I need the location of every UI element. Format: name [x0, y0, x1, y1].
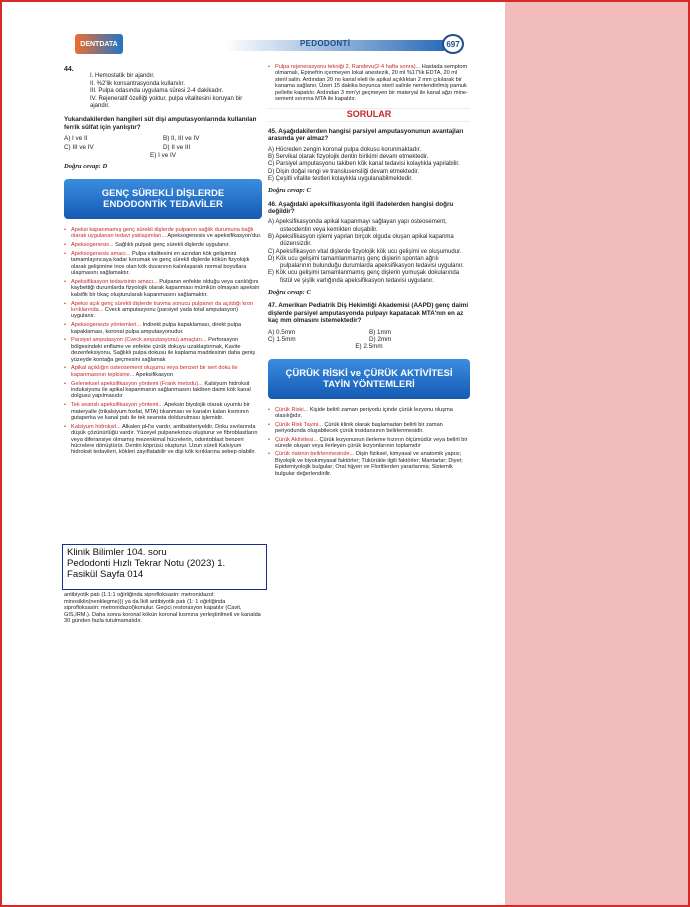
options	[268, 329, 470, 351]
answer: Doğru cevap: C	[268, 187, 311, 195]
questions-heading: SORULAR	[268, 108, 470, 121]
option: C) Parsiyel amputasyonu takiben kök kanal tedavisi kolaylıkla yapılabilir.	[268, 161, 460, 168]
option: D) II ve III	[163, 143, 191, 151]
option: B) 1mm	[369, 328, 392, 336]
option: D) 2mm	[369, 336, 392, 344]
list-item: • Çürük Aktivitesi... Çürük lezyonunun ilerleme hızının ölçümüdür veya belirli bir sürede oluşan veya ilerleyen çürük lezyonlarının toplamıdır	[268, 437, 470, 450]
brand-logo: DENTDATA	[75, 34, 123, 54]
option: A) 0.5mm	[268, 328, 296, 336]
option: E) Çeşitli vitalite testleri kolaylıkla uygulanabilmektedir.	[268, 175, 413, 182]
option: C) Apeksifikasyon vital dişlerde fizyolojik kök ucu gelişimi ve oluşumudur.	[268, 248, 462, 255]
list-item: • Çürük Riski... Kişide belirli zaman periyodu içinde çürük lezyonu oluşma olasılığıdır.	[268, 407, 470, 420]
option: E) Kök ucu gelişimi tamamlanmamış genç dişlerin yumuşak dokularında fistül ve şişlik varlığında apeksifikasyon tedavisi uygulanır.	[268, 270, 460, 284]
side-panel	[505, 2, 688, 905]
question-44	[64, 66, 262, 171]
question-number: 44.	[64, 66, 74, 73]
list-item: • Çürük Risk Tayini... Çürük klinik olarak başlamadan belirli bir zaman periyodunda oluşabilecek çürük insidansının belirlenmesidir.	[268, 422, 470, 435]
note-line: Klinik Bilimler 104. soru	[67, 547, 167, 558]
bullet-list	[268, 407, 470, 477]
question-text: 46. Aşağıdaki apeksifikasyonla ilgili ifadelerden hangisi doğru değildir?	[268, 200, 454, 215]
answer: Doğru cevap: D	[64, 163, 108, 171]
option: B) Servikal olarak fizyolojik dentin birikimi devam etmektedir.	[268, 153, 429, 160]
statement: I. Hemostatik bir ajandır.	[90, 73, 155, 80]
section-banner: GENÇ SÜREKLİ DİŞLERDE ENDODONTİK TEDAVİLER	[64, 179, 262, 219]
right-column	[268, 64, 470, 479]
option: A) I ve II	[64, 135, 88, 143]
options	[64, 135, 262, 159]
question-text: Yukarıdakilerden hangileri süt dişi amputasyonlarında kullanılan ferrik sülfat için yanlıştır?	[64, 116, 257, 131]
list-item: • Tek seanslı apeksifikasyon yöntemi... Apeksin biyolojik olarak uyumlu bir materyalle (trikalsiyum fosfat, MTA) tıkanması ve kanalın kalan kısmının gutaperka ve kanal patı ile tek seansta doldurulması işlemidir.	[64, 402, 262, 421]
question-46	[268, 201, 470, 297]
option: D) Dişin doğal rengi ve translusensliği devam etmektedir.	[268, 168, 420, 175]
option: B) II, III ve IV	[163, 135, 200, 143]
section-banner: ÇÜRÜK RİSKİ ve ÇÜRÜK AKTİVİTESİ TAYİN YÖNTEMLERİ	[268, 359, 470, 399]
list-item: • Kalsiyum hidroksit... Alkalen pH'sı vardır, antibakteriyeldir. Doku sıvılarında düşük çözünürlüğü vardır. Yüzeyel pulpanekrozu oluşturur ve fibroblastların veya diferansiye olmamış mezenkimal hücrelerin, odontoblast benzeri hücrelere dönüştürür. Dentin köprüsü oluşturur. Uzun süreli Kalsiyum hidroksit tedavileri, kökleri zayıflatabilir ve dişi kök kırıklarına sebep olabilir.	[64, 424, 262, 456]
bullet-list	[64, 227, 262, 456]
list-item: • Apikal açıklığın osteosement oluşumu veya benzeri bir sert doku ile kapanmasının tepkisine... Apeksifikasyon	[64, 365, 262, 378]
list-item: • Geleneksel apeksifikasyon yöntemi (Frank metodu)... Kalsiyum hidroksit induksiyonu ile apikal kapanmanın sağlanmasını takiben daimi kök kanal dolgusu yapılmasıdır	[64, 381, 262, 400]
note-line: Pedodonti Hızlı Tekrar Notu (2023) 1.	[67, 558, 226, 570]
option: B) Apeksifikasyon işlemi yapılan birçok olguda oluşan apikal kapanma düzensizdir.	[268, 233, 454, 248]
option: E) 2.5mm	[355, 343, 383, 351]
question-text: 45. Aşağıdakilerden hangisi parsiyel amputasyonunun avantajları arasında yer almaz?	[268, 127, 464, 143]
question-45	[268, 128, 470, 195]
option: C) III ve IV	[64, 143, 94, 151]
source-note-box	[62, 544, 267, 590]
question-47	[268, 302, 470, 350]
list-item: • Apeksogenesis amacı... Pulpa vitalitesini en azından kök gelişimini tamamlayıncaya kadar korumak ve genç sürekli dişlerde kökün fizyolojik olarak gelişimine ince olan kök duvarının kalınlaşarak normal boyutlara ulaşmasını sağlamaktır.	[64, 251, 262, 277]
list-item: • Parsiyel amputasyon (Cveck amputasyonu) amaçları... Perforasyon bölgesindeki enflame ve enfekte çürük dokuyu uzaklaştırmak, Kavite dezenfeksiyonu, Sağlıklı pulpa dokusu ile kaplama maddesinin daha geniş yüzeyde kontağa geçmesini sağlamak	[64, 337, 262, 363]
list-item: • Apeksogenesis... Sağlıklı pulpalı genç sürekli dişlerde uygulanır.	[64, 242, 262, 248]
option: A) Apeksifikasyonda apikal kapanmayı sağlayan yapı osteosement, osteodentin veya kemikten oluşabilir.	[268, 219, 447, 233]
list-item: • Apeksogenezis yöntemleri... Indirekt pulpa kapaklaması, direkt pulpa kapaklaması, koronal pulpa amputasyonudur.	[64, 322, 262, 335]
continued-text: antibiyotik patı (1:1:1 oğirliğinda siprofloksasin: metronidazol: minosiklin(nenklegme))) ya da İkili antibiyotik patı (1: 1 oğirliğinda siprofloksasin: metronidazol)konulur. Geçici restorasyon kapatılır (Cavit, GIS,IRM.). Daha sonra koronal kökün koronal kısmına yerleştirilmeli ve kanalda 30 günden fazla tutulmamalıdır.	[64, 592, 261, 625]
list-item: • Apeksi açık genç sürekli dişlerde travma sonucu pulpanın da açıldığı kron kırıklarında... Cveck amputasyonu (parsiyel yada total amputasyon) uygulanır.	[64, 301, 262, 320]
option: E) I ve IV	[150, 152, 176, 160]
option: D) Kök ucu gelişimi tamamlanmamış genç dişlerin spontan ağrılı pulpalarının bulunduğu durumlarda apeksifikasyon tedavisi uygulanır.	[268, 255, 464, 270]
section-title: PEDODONTİ	[300, 39, 351, 48]
list-item: • Apeksifikasyon tedavisinin amacı... Pulpanın enfekte olduğu veya canlılığını kaybettiği durumlarda fizyolojik olarak kapanması mümkün olmayan apeksin kalsifik bir tıkaç oluşturularak kapanmasını sağlamaktır.	[64, 279, 262, 298]
answer: Doğru cevap: C	[268, 289, 311, 297]
option: A) Hücreden zengin koronal pulpa dokusu korunmaktadır.	[268, 146, 422, 153]
list-item: • Apeksi kapanmamış genç sürekli dişlerde pulpanın sağlık durumuna bağlı olarak uygulanan tedavi yaklaşımları... Apeksogenesis ve apeksifikasyon'dur.	[64, 227, 262, 240]
left-column	[64, 66, 262, 458]
question-text: 47. Amerikan Pediatrik Diş Hekimliği Akademisi (AAPD) genç daimi dişlerde parsiyel amputasyonda pulpayı kapatacak MTA'nın en az kaç mm olmasını istemektedir?	[268, 302, 469, 325]
statement: IV. Rejeneratif özelliği yoktur, pulpa vitalitesini koruyan bir ajandır.	[90, 95, 243, 110]
statement: II. %2'lik konsantrasyonda kullanılır.	[90, 80, 185, 87]
list-item: • Çürük riskinin belirlenmesinde... Dişin fiziksel, kimyasal ve anatomik yapısı; Biyolojik ve biyokimyasal faktörler; Tükürükle ilgili faktörler; Mantarlar; Diyet; Epidemiyolojik bulgular; Oral hijyen ve Floritlerden yararlanma; Sistemik bulgular değerlendirilir.	[268, 451, 470, 477]
page-header	[75, 34, 465, 56]
list-item: • Pulpa rejenerasyonu tekniği 2. Randevu(2-4 hafta sonra)... Hastada semptom olmamalı, Epinefrin içermeyen lokal anestezik, 20 ml %17'lik EDTA, 20 ml steril salin. Ardından 20 no kanal eleti ile apikal açıklıktan 2 mm çıkılarak bir kanama sağlanır. Üzeri 15 dakika boyunca steril salinle nemlendirilmiş pamuk pelletle kapatılır. Ardından 3 mm'yi geçmeyen bir materyal ile kanal ağzı mine-sement sınırına MTA ile kapatılır.	[268, 64, 470, 102]
note-line: Fasikül Sayfa 014	[67, 569, 144, 581]
statement: III. Pulpa odasında uygulama süresi 2-4 dakikadır.	[90, 88, 224, 95]
page-number: 697	[442, 34, 464, 54]
option: C) 1.5mm	[268, 336, 296, 344]
